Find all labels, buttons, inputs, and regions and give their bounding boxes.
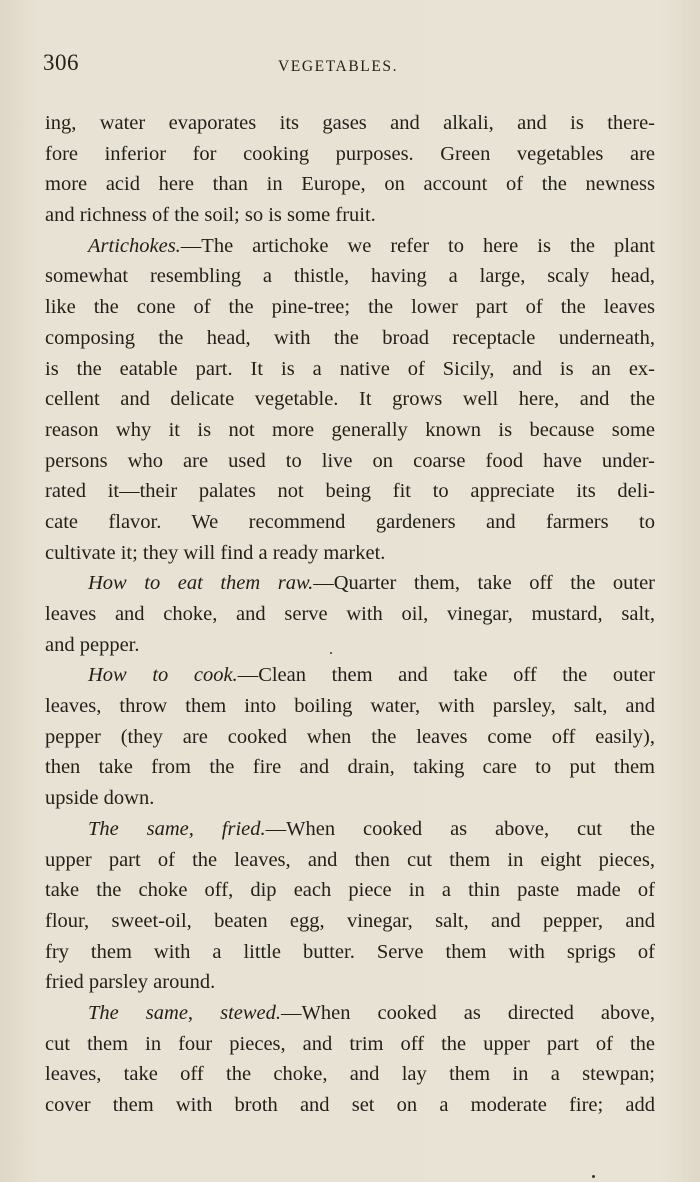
text-line: fore inferior for cooking purposes. Green vegetables are xyxy=(45,142,655,165)
text-line: cultivate it; they will find a ready market. xyxy=(45,541,386,564)
paragraph-fried-first-line xyxy=(45,814,655,845)
body-text xyxy=(45,108,655,1121)
text-line: somewhat resembling a thistle, having a large, scaly head, xyxy=(45,265,655,288)
text-line: fried parsley around. xyxy=(45,971,216,994)
text-run: —When cooked as directed above, xyxy=(281,1001,655,1024)
paper-speck xyxy=(330,652,332,654)
text-line: then take from the fire and drain, taking care to put them xyxy=(45,756,655,779)
text-run: —Quarter them, take off the outer xyxy=(313,572,655,595)
text-line: pepper (they are cooked when the leaves come off easily), xyxy=(45,725,655,748)
paragraph-artichokes-first-line xyxy=(45,231,655,262)
section-heading-fried: The same, fried. xyxy=(88,817,266,840)
text-line: cover them with broth and set on a moderate fire; add xyxy=(45,1094,655,1116)
text-run: —When cooked as above, cut the xyxy=(265,817,655,840)
text-line: rated it—their palates not being fit to appreciate its deli- xyxy=(45,480,655,503)
text-line: upside down. xyxy=(45,787,155,810)
section-heading-cook: How to cook. xyxy=(88,664,238,687)
text-line: like the cone of the pine-tree; the lower part of the leaves xyxy=(45,296,655,319)
text-line: leaves, throw them into boiling water, with parsley, salt, and xyxy=(45,695,655,718)
text-line: upper part of the leaves, and then cut them in eight pieces, xyxy=(45,848,655,871)
text-line: cate flavor. We recommend gardeners and farmers to xyxy=(45,510,655,533)
section-heading-stewed: The same, stewed. xyxy=(88,1001,282,1024)
text-line: cellent and delicate vegetable. It grows well here, and the xyxy=(45,388,655,411)
text-line: and richness of the soil; so is some fruit. xyxy=(45,204,376,227)
text-line: reason why it is not more generally known is because some xyxy=(45,418,655,441)
text-line: take the choke off, dip each piece in a thin paste made of xyxy=(45,879,655,902)
text-line: fry them with a little butter. Serve them with sprigs of xyxy=(45,940,655,963)
paragraph-raw-first-line xyxy=(45,568,655,599)
text-line: and pepper. xyxy=(45,633,140,656)
page-number: 306 xyxy=(43,50,79,75)
text-line: more acid here than in Europe, on account of the newness xyxy=(45,173,655,196)
text-line: flour, sweet-oil, beaten egg, vinegar, salt, and pepper, and xyxy=(45,909,655,932)
section-heading-raw: How to eat them raw. xyxy=(88,572,314,595)
text-line: persons who are used to live on coarse food have under- xyxy=(45,449,655,472)
text-run: —The artichoke we refer to here is the plant xyxy=(180,234,655,257)
text-line: leaves, take off the choke, and lay them in a stewpan; xyxy=(45,1063,655,1086)
paragraph-stewed-first-line xyxy=(45,998,655,1029)
text-line: is the eatable part. It is a native of Sicily, and is an ex- xyxy=(45,357,655,380)
text-line: ing, water evaporates its gases and alkali, and is there- xyxy=(45,112,655,134)
text-line: cut them in four pieces, and trim off the upper part of the xyxy=(45,1032,655,1055)
section-heading-artichokes: Artichokes. xyxy=(88,234,181,257)
text-run: —Clean them and take off the outer xyxy=(237,664,655,687)
text-line: composing the head, with the broad receptacle underneath, xyxy=(45,326,655,349)
paper-speck xyxy=(592,1175,595,1178)
paragraph-cook-first-line xyxy=(45,660,655,691)
text-line: leaves and choke, and serve with oil, vinegar, mustard, salt, xyxy=(45,603,655,625)
running-head: VEGETABLES. xyxy=(278,58,399,75)
